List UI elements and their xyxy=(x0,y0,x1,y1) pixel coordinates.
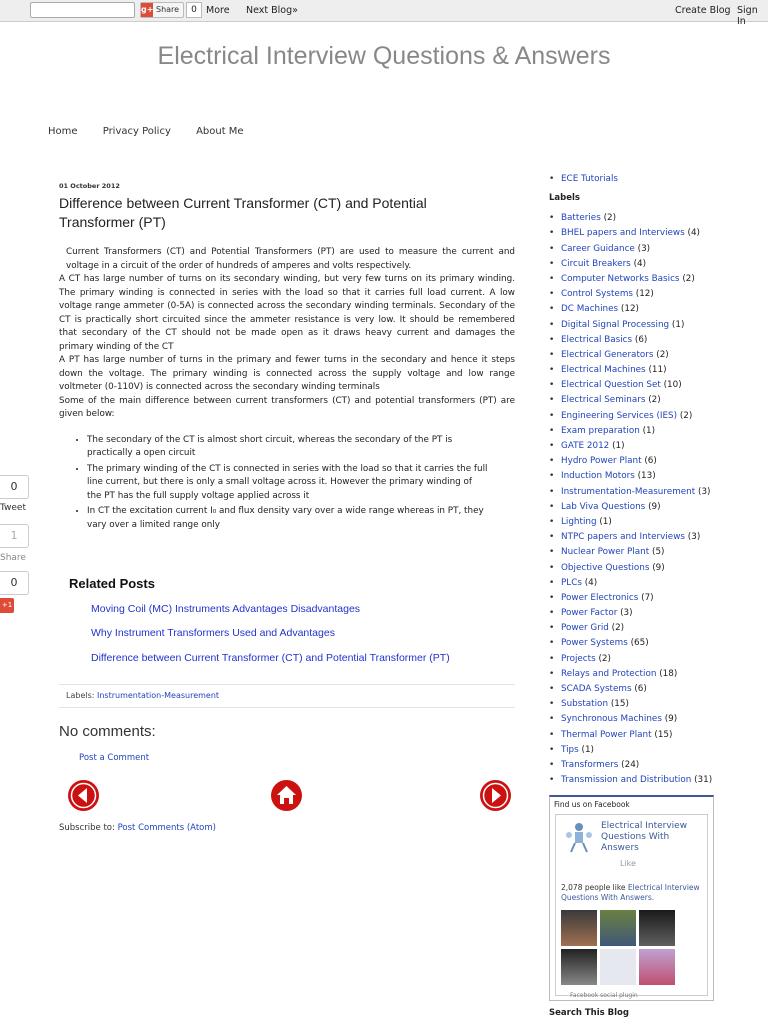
sidebar-label-count: (2) xyxy=(656,349,669,360)
sidebar-label-item xyxy=(549,242,764,257)
sidebar-label-item xyxy=(549,728,764,743)
sidebar-label-count: (4) xyxy=(633,258,647,269)
difference-list xyxy=(59,434,515,533)
sidebar-label-link[interactable]: Computer Networks Basics xyxy=(561,273,680,284)
sidebar-label-count: (4) xyxy=(584,577,598,588)
post-comment-link[interactable]: Post a Comment xyxy=(79,753,150,763)
sidebar-label-item xyxy=(549,636,764,651)
sidebar-label-item xyxy=(549,712,764,727)
tab-about-me[interactable]: About Me xyxy=(196,126,244,137)
blogger-navbar xyxy=(0,0,768,27)
related-post-link[interactable]: Why Instrument Transformers Used and Advantages xyxy=(91,627,335,639)
sidebar-label-count: (1) xyxy=(581,744,594,755)
sidebar-label-count: (31) xyxy=(694,775,713,786)
sidebar-label-link[interactable]: Electrical Basics xyxy=(561,334,633,345)
sidebar-label-item xyxy=(549,226,764,241)
sidebar-label-item xyxy=(549,378,764,393)
sidebar-label-count: (7) xyxy=(641,592,654,603)
gplus-count[interactable]: 0 xyxy=(0,571,29,595)
related-post-link[interactable]: Difference between Current Transformer (CT) and Potential Transformer (PT) xyxy=(91,652,450,664)
sidebar-label-link[interactable]: Transformers xyxy=(561,759,619,770)
sidebar-label-count: (2) xyxy=(682,273,695,284)
sidebar-label-count: (4) xyxy=(687,228,700,239)
subscribe-prefix: Subscribe to: xyxy=(59,823,115,833)
sidebar-label-count: (9) xyxy=(664,714,678,725)
sidebar-label-count: (3) xyxy=(637,243,651,254)
sidebar-label-count: (2) xyxy=(603,213,617,224)
sidebar-label-link[interactable]: Instrumentation-Measurement xyxy=(561,486,696,497)
labels-list xyxy=(549,211,764,788)
sidebar-label-link[interactable]: Electrical Machines xyxy=(561,365,646,376)
sidebar-label-count: (12) xyxy=(620,304,639,315)
sign-in-link[interactable]: Sign In xyxy=(737,5,758,27)
sidebar-label-count: (11) xyxy=(648,365,667,376)
sidebar-label-link[interactable]: Power Systems xyxy=(561,638,628,649)
sidebar-label-link[interactable]: Synchronous Machines xyxy=(561,714,662,725)
sidebar-label-link[interactable]: Lab Viva Questions xyxy=(561,501,646,512)
sidebar-label-item xyxy=(549,743,764,758)
sidebar-label-count: (3) xyxy=(698,486,711,497)
ece-tutorials-link[interactable]: ECE Tutorials xyxy=(561,174,618,184)
sidebar-label-link[interactable]: Career Guidance xyxy=(561,243,635,254)
google-share-button[interactable]: g+ Share xyxy=(140,2,184,18)
facebook-like-button[interactable]: Like xyxy=(620,859,636,868)
facebook-plugin-label: Facebook social plugin xyxy=(570,992,638,999)
post-paragraph: A PT has large number of turns in the primary and fewer turns in the secondary and hence it steps down the voltage. The primary winding is connected across the supply voltage and low range voltmeter (0-110V) is connected across the secondary winding terminals xyxy=(59,355,515,392)
facebook-widget xyxy=(549,795,714,1001)
sidebar-label-link[interactable]: BHEL papers and Interviews xyxy=(561,228,685,239)
home-button[interactable] xyxy=(270,779,303,812)
sidebar-label-count: (6) xyxy=(644,456,657,467)
sidebar-label-link[interactable]: Circuit Breakers xyxy=(561,258,631,269)
facebook-people-count: 2,078 people like Electrical Interview Questions With Answers. xyxy=(561,883,700,902)
sidebar-label-link[interactable]: Substation xyxy=(561,699,609,710)
sidebar-label-item xyxy=(549,530,764,545)
sidebar-label-link[interactable]: Engineering Services (IES) xyxy=(561,410,678,421)
sidebar-label-item xyxy=(549,758,764,773)
sidebar-label-item xyxy=(549,287,764,302)
share-button[interactable]: Share xyxy=(0,553,26,563)
avatar[interactable] xyxy=(561,949,597,985)
post-paragraph: Current Transformers (CT) and Potential Transformers (PT) are used to measure the current and voltage in a circuit of the order of hundreds of amperes and volts respectively. xyxy=(66,247,515,271)
list-item: • In CT the excitation current I₀ and flux density vary over a wide range whereas in PT, they vary over a limited range only xyxy=(87,505,515,532)
sidebar-label-item xyxy=(549,500,764,515)
sidebar-label-item xyxy=(549,621,764,636)
sidebar-label-count: (1) xyxy=(671,319,685,330)
sidebar-label-count: (9) xyxy=(652,562,665,573)
sidebar-label-count: (2) xyxy=(648,395,661,406)
post-date: 01 October 2012 xyxy=(59,182,120,190)
sidebar-label-link[interactable]: Relays and Protection xyxy=(561,668,657,679)
sidebar-label-link[interactable]: SCADA Systems xyxy=(561,684,632,694)
post-title: Difference between Current Transformer (CT) and Potential Transformer (PT) xyxy=(59,195,427,230)
post-paragraph: A CT has large number of turns on its secondary winding, but very few turns on its primary winding. The primary winding is connected in series with the load so that it carries full load current. A low voltage range ammeter (0-5A) is connected across the secondary winding terminals. Secondary of the CT is practically short circuited since the ammeter resistance is very low. It should be remembered that secondary of the CT should not be made open as it draws heavy current and damages the primary winding of the CT xyxy=(59,274,515,352)
sidebar-label-link[interactable]: PLCs xyxy=(561,577,582,588)
sidebar-label-count: (15) xyxy=(654,729,673,740)
sidebar-label-count: (1) xyxy=(642,425,656,436)
sidebar-label-item xyxy=(549,272,764,287)
sidebar-label-link[interactable]: Transmission and Distribution xyxy=(561,775,692,786)
sidebar-label-item xyxy=(549,682,764,697)
more-link[interactable]: More xyxy=(206,5,230,16)
sidebar-label-count: (65) xyxy=(630,638,649,649)
sidebar-label-count: (1) xyxy=(599,516,612,527)
sidebar-label-item xyxy=(549,576,764,591)
tweet-button[interactable]: Tweet xyxy=(0,503,26,513)
divider xyxy=(59,707,515,708)
google-plus-icon: g+ xyxy=(141,3,153,17)
next-blog-link[interactable]: Next Blog» xyxy=(246,5,298,16)
sidebar-label-link[interactable]: NTPC papers and Interviews xyxy=(561,532,685,543)
sidebar-label-item xyxy=(549,363,764,378)
gplus-one-button[interactable]: +1 xyxy=(0,598,14,613)
sidebar-label-item xyxy=(549,545,764,560)
facebook-widget-title: Find us on Facebook xyxy=(554,800,630,809)
linkedin-count[interactable]: 1 xyxy=(0,524,29,548)
newer-post-button[interactable] xyxy=(67,779,100,812)
avatar[interactable] xyxy=(600,949,636,985)
facebook-page-link[interactable]: Electrical Interview Questions With Answers xyxy=(601,821,688,853)
label-link[interactable]: Instrumentation-Measurement xyxy=(97,691,220,700)
sidebar-label-item xyxy=(549,454,764,469)
sidebar-label-link[interactable]: Electrical Seminars xyxy=(561,395,646,406)
sidebar-label-count: (3) xyxy=(687,532,701,543)
create-blog-link[interactable]: Create Blog xyxy=(675,5,731,16)
sidebar-label-count: (2) xyxy=(598,653,611,664)
sidebar-label-item xyxy=(549,561,764,576)
comments-heading: No comments: xyxy=(59,723,156,740)
sidebar-label-item xyxy=(549,333,764,348)
sidebar-label-count: (12) xyxy=(635,289,654,300)
tutorials-list xyxy=(549,172,764,187)
sidebar-label-item xyxy=(549,393,764,408)
list-item: • The secondary of the CT is almost short circuit, whereas the secondary of the PT is practically a open circuit xyxy=(87,434,515,461)
avatar[interactable] xyxy=(639,910,675,946)
sidebar-label-count: (5) xyxy=(652,547,665,558)
sidebar-label-count: (24) xyxy=(621,759,640,770)
facebook-count[interactable]: 0 xyxy=(0,475,29,499)
sidebar-label-item xyxy=(549,606,764,621)
sidebar-label-link[interactable]: Power Grid xyxy=(561,623,609,634)
sidebar-label-item xyxy=(549,439,764,454)
post-paragraph: Some of the main difference between current transformers (CT) and potential transformers (PT) are given below: xyxy=(59,395,515,419)
sidebar-label-link[interactable]: Induction Motors xyxy=(561,471,635,482)
sidebar-label-link[interactable]: Lighting xyxy=(561,516,597,527)
sidebar-label-link[interactable]: Power Factor xyxy=(561,608,618,619)
sidebar-label-link[interactable]: Electrical Generators xyxy=(561,349,654,360)
blog-title[interactable]: Electrical Interview Questions & Answers xyxy=(157,42,611,70)
avatar[interactable] xyxy=(600,910,636,946)
post-body xyxy=(59,246,515,534)
sidebar-label-item xyxy=(549,515,764,530)
sidebar-label-item xyxy=(549,667,764,682)
related-posts-heading: Related Posts xyxy=(69,576,155,591)
sidebar-label-item xyxy=(549,348,764,363)
sidebar-label-item xyxy=(549,697,764,712)
sidebar-label-link[interactable]: Hydro Power Plant xyxy=(561,456,642,467)
page-tabs xyxy=(48,126,266,137)
sidebar-label-link[interactable]: Objective Questions xyxy=(561,562,650,573)
sidebar-label-link[interactable]: DC Machines xyxy=(561,304,619,315)
sidebar-label-item xyxy=(549,485,764,500)
list-item xyxy=(549,172,764,187)
avatar[interactable] xyxy=(561,910,597,946)
sidebar-label-count: (2) xyxy=(611,623,625,634)
sidebar-label-item xyxy=(549,211,764,226)
sidebar-label-count: (3) xyxy=(620,608,633,619)
sidebar-label-link[interactable]: Electrical Question Set xyxy=(561,380,661,391)
sidebar-label-count: (1) xyxy=(612,441,625,451)
sidebar-label-item xyxy=(549,302,764,317)
sidebar-label-item xyxy=(549,409,764,424)
share-count: 0 xyxy=(186,2,202,18)
tab-privacy-policy[interactable]: Privacy Policy xyxy=(102,126,171,137)
sidebar-label-link[interactable]: Power Electronics xyxy=(561,592,639,603)
sidebar-label-link[interactable]: Tips xyxy=(561,744,579,755)
sidebar-label-item xyxy=(549,257,764,272)
sidebar-label-item xyxy=(549,591,764,606)
sidebar-label-link[interactable]: Thermal Power Plant xyxy=(561,729,652,740)
sidebar-label-count: (13) xyxy=(637,471,656,482)
sidebar-label-link[interactable]: Batteries xyxy=(561,213,601,224)
sidebar-label-count: (18) xyxy=(659,668,678,679)
avatar[interactable] xyxy=(639,949,675,985)
sidebar-label-count: (9) xyxy=(648,501,661,512)
related-post-link[interactable]: Moving Coil (MC) Instruments Advantages Disadvantages xyxy=(91,603,361,615)
sidebar-label-link[interactable]: Nuclear Power Plant xyxy=(561,547,650,558)
sidebar-label-item xyxy=(549,652,764,667)
sidebar-label-count: (6) xyxy=(634,334,648,345)
subscribe-line xyxy=(59,823,216,833)
sidebar-label-count: (10) xyxy=(663,380,682,391)
post-labels xyxy=(66,691,219,700)
list-item: • The primary winding of the CT is connected in series with the load so that it carries the full line current, but there is only a small voltage across it. However the primary winding of the PT has the full supply voltage applied across it xyxy=(87,463,515,504)
sidebar xyxy=(549,172,764,788)
page-logo-icon xyxy=(564,821,594,853)
navbar-search-input[interactable] xyxy=(30,2,135,18)
sidebar-label-link[interactable]: Control Systems xyxy=(561,289,633,300)
sidebar-label-count: (6) xyxy=(634,684,647,694)
sidebar-label-item xyxy=(549,318,764,333)
subscribe-atom-link[interactable]: Post Comments (Atom) xyxy=(117,823,216,833)
sidebar-label-item xyxy=(549,469,764,484)
sidebar-label-count: (2) xyxy=(679,410,693,421)
divider xyxy=(59,684,515,685)
sidebar-label-item xyxy=(549,424,764,439)
labels-heading: Labels xyxy=(549,193,580,204)
sidebar-label-link[interactable]: Digital Signal Processing xyxy=(561,319,670,330)
sidebar-label-link[interactable]: Exam preparation xyxy=(561,425,640,436)
tab-home[interactable]: Home xyxy=(48,126,78,137)
sidebar-label-link[interactable]: GATE 2012 xyxy=(561,441,610,451)
labels-prefix: Labels: xyxy=(66,691,95,700)
sidebar-label-link[interactable]: Projects xyxy=(561,653,596,664)
facebook-like-box xyxy=(555,814,708,999)
older-post-button[interactable] xyxy=(479,779,512,812)
search-blog-heading: Search This Blog xyxy=(549,1008,629,1018)
sidebar-label-count: (15) xyxy=(610,699,629,710)
sidebar-label-item xyxy=(549,773,764,788)
